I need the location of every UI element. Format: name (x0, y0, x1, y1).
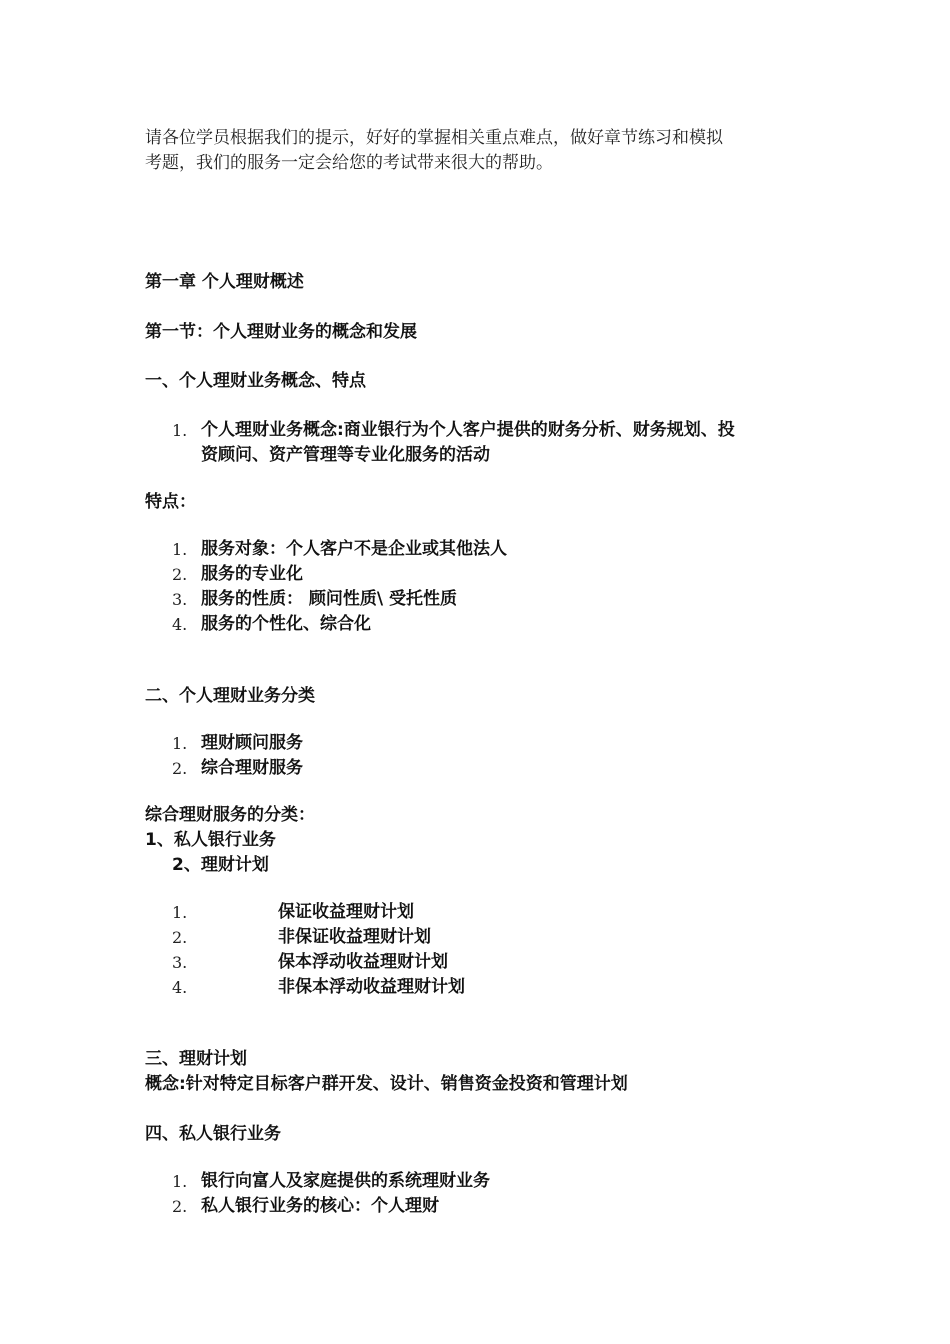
list-number: 1. (172, 421, 188, 440)
list-number: 1. (172, 903, 188, 922)
list-item: 服务的专业化 (201, 564, 303, 584)
list-number: 3. (172, 953, 188, 972)
list-item-line-1: 个人理财业务概念:商业银行为个人客户提供的财务分析、财务规划、投 (201, 420, 735, 440)
list-number: 1. (172, 734, 188, 753)
list-item: 非保本浮动收益理财计划 (278, 977, 465, 997)
list-item: 保证收益理财计划 (278, 902, 414, 922)
list-number: 1. (172, 540, 188, 559)
list-item: 综合理财服务 (201, 758, 303, 778)
chapter-title: 第一章 个人理财概述 (145, 272, 304, 292)
list-number: 2. (172, 565, 188, 584)
part1-heading: 一、个人理财业务概念、特点 (145, 371, 366, 391)
part3-heading: 三、理财计划 (145, 1049, 247, 1069)
list-item-line-2: 资顾问、资产管理等专业化服务的活动 (201, 445, 490, 465)
list-number: 1. (172, 1172, 188, 1191)
features-label: 特点： (145, 492, 196, 512)
part2-subheading: 综合理财服务的分类： (145, 805, 315, 825)
list-number: 2. (172, 1197, 188, 1216)
list-item: 服务对象：个人客户不是企业或其他法人 (201, 539, 507, 559)
list-item: 非保证收益理财计划 (278, 927, 431, 947)
part2-heading: 二、个人理财业务分类 (145, 686, 315, 706)
list-item: 银行向富人及家庭提供的系统理财业务 (201, 1171, 490, 1191)
list-item: 服务的个性化、综合化 (201, 614, 371, 634)
list-item: 保本浮动收益理财计划 (278, 952, 448, 972)
section-title: 第一节：个人理财业务的概念和发展 (145, 322, 417, 342)
part3-concept: 概念:针对特定目标客户群开发、设计、销售资金投资和管理计划 (145, 1074, 628, 1094)
list-number: 2. (172, 928, 188, 947)
list-number: 4. (172, 978, 188, 997)
list-item: 理财顾问服务 (201, 733, 303, 753)
list-number: 3. (172, 590, 188, 609)
list-number: 4. (172, 615, 188, 634)
list-item: 服务的性质： 顾问性质\ 受托性质 (201, 589, 458, 609)
list-item: 私人银行业务的核心：个人理财 (201, 1196, 439, 1216)
sub-item-private-banking: 1、私人银行业务 (145, 830, 276, 850)
intro-line-2: 考题，我们的服务一定会给您的考试带来很大的帮助。 (145, 153, 553, 173)
list-number: 2. (172, 759, 188, 778)
intro-line-1: 请各位学员根据我们的提示，好好的掌握相关重点难点，做好章节练习和模拟 (145, 128, 723, 148)
sub-item-wealth-plan: 2、理财计划 (172, 855, 269, 875)
part4-heading: 四、私人银行业务 (145, 1124, 281, 1144)
